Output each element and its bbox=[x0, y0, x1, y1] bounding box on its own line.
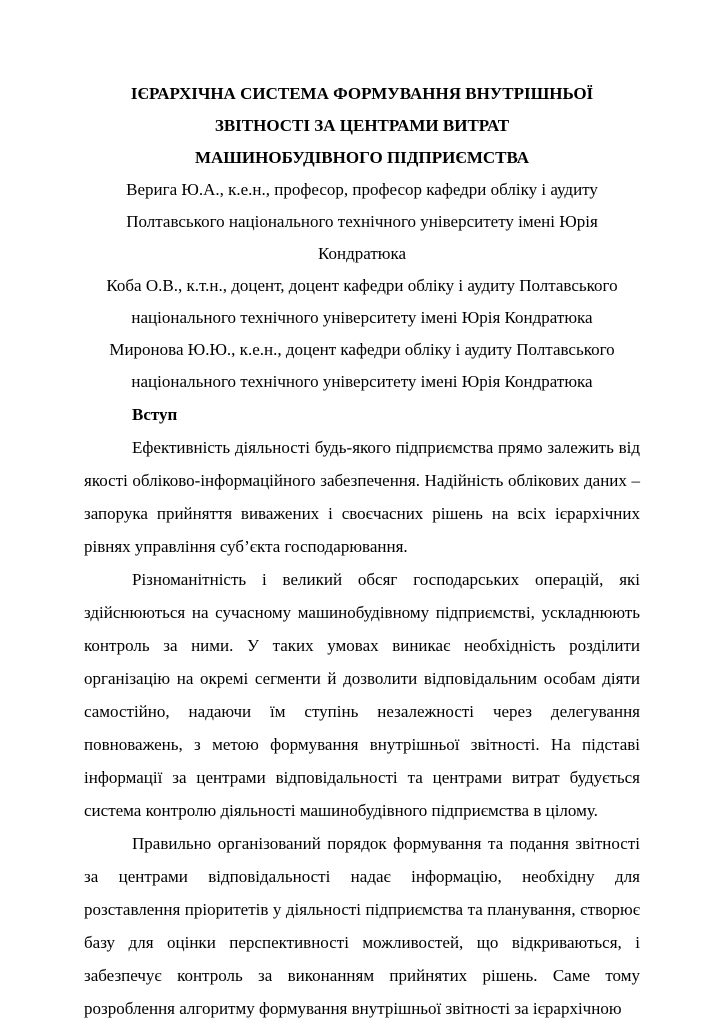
paper-title bbox=[84, 78, 640, 174]
paragraph-1: Ефективність діяльності будь-якого підприємства прямо залежить від якості обліково-інформаційного забезпечення. Надійність облікових даних – запорука прийняття виважених і своєчасних рішень на всіх ієрархічних рівнях управління суб’єкта господарювання. bbox=[84, 438, 640, 556]
section-heading-vstup: Вступ bbox=[132, 405, 178, 424]
paper-title-line-2: ЗВІТНОСТІ ЗА ЦЕНТРАМИ ВИТРАТ bbox=[214, 116, 510, 135]
author-line-veryha: Верига Ю.А., к.е.н., професор, професор кафедри обліку і аудиту Полтавського національного технічного університету імені Юрія Кондратюка bbox=[126, 180, 598, 263]
paragraph-3: Правильно організований порядок формування та подання звітності за центрами відповідальності надає інформацію, необхідну для розставлення пріоритетів у діяльності підприємства та планування, створює базу для оцінки перспективності можливостей, що відкриваються, і забезпечує контроль за виконанням прийнятих рішень. Саме тому розроблення алгоритму формування внутрішньої звітності за ієрархічною bbox=[84, 834, 640, 1018]
paper-title-line-3: МАШИНОБУДІВНОГО ПІДПРИЄМСТВА bbox=[194, 148, 530, 167]
paper-title-line-1: ІЄРАРХІЧНА СИСТЕМА ФОРМУВАННЯ ВНУТРІШНЬОЇ bbox=[130, 84, 594, 103]
paragraph-2: Різноманітність і великий обсяг господарських операцій, які здійснюються на сучасному машинобудівному підприємстві, ускладнюють контроль за ними. У таких умовах виникає необхідність розділити організацію на окремі сегменти й дозволити відповідальним особам діяти самостійно, надаючи їм ступінь незалежності через делегування повноважень, з метою формування внутрішньої звітності. На підставі інформації за центрами відповідальності та центрами витрат будується система контролю діяльності машинобудівного підприємства в цілому. bbox=[84, 570, 640, 820]
author-line-myronova: Миронова Ю.Ю., к.е.н., доцент кафедри обліку і аудиту Полтавського національного технічного університету імені Юрія Кондратюка bbox=[109, 340, 615, 391]
author-line-koba: Коба О.В., к.т.н., доцент, доцент кафедри обліку і аудиту Полтавського національного технічного університету імені Юрія Кондратюка bbox=[106, 276, 618, 327]
